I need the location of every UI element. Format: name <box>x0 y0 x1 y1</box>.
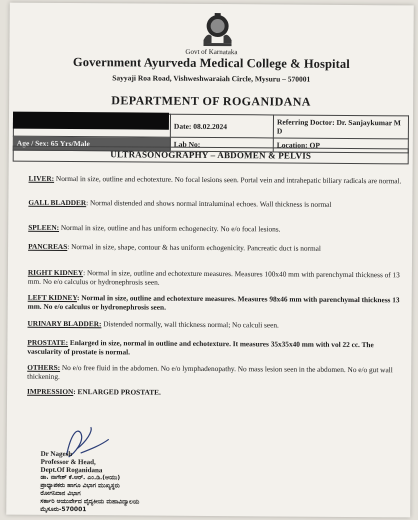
finding-others: OTHERS: No e/o free fluid in the abdomen. No e/o lymphadenopathy. No mass lesion seen in the abdomen. No e/o gut wall thickening. <box>27 362 393 381</box>
finding-urinary-bladder: URINARY BLADDER: Distended normally, wall thickness normal; No calculi seen. <box>27 318 279 330</box>
signature-block: Dr Nagesh Professor & Head, Dept.Of Roganidana ಡಾ. ನಾಗೇಶ್ ಕೆ.ಆರ್. ಎಂ.ಡಿ.(ಆಯು) ಪ್ರಾಧ್ಯಾಪಕರು ಹಾಗೂ ವಿಭಾಗ ಮುಖ್ಯಸ್ಥರು ರೋಗನಿದಾನ ವಿಭಾಗ ಸರ್ಕಾರಿ ಆಯುರ್ವೇದ ವೈದ್ಯಕೀಯ ಮಹಾವಿದ್ಯಾಲಯ ಮೈಸೂರು-570001 <box>40 449 140 514</box>
finding-gall-bladder: GALL BLADDER: Normal distended and shows normal intraluminal echoes. Wall thickness is normal <box>28 197 332 209</box>
college-address: Sayyaji Roa Road, Vishweshwaraiah Circle, Mysuru – 570001 <box>112 73 311 84</box>
report-title: ULTRASONOGRAPHY – ABDOMEN & PELVIS <box>13 146 409 165</box>
finding-left-kidney: LEFT KIDNEY: Normal in size, outline and echotexture measures. Measures 98x46 mm with parenchymal thickness 13 mm. No e/o calculus or hydronephrosis seen. <box>27 292 400 312</box>
redacted-patient-name <box>13 112 169 130</box>
age-sex-cell: Age / Sex: 65 Yrs/Male <box>13 136 170 151</box>
date-cell: Date: 08.02.2024 <box>170 114 273 138</box>
govt-label: Govt of Karnataka <box>185 47 238 57</box>
impression: IMPRESSION: ENLARGED PROSTATE. <box>27 386 161 397</box>
department-title: DEPARTMENT OF ROGANIDANA <box>111 93 311 109</box>
karnataka-emblem-icon <box>197 10 237 48</box>
signatory-name: Dr Nagesh <box>40 449 73 459</box>
finding-spleen: SPLEEN: Normal in size, outline and has uniform echogenecity. No e/o focal lesions. <box>28 222 281 234</box>
location-cell: Location: OP <box>273 138 408 153</box>
referring-doctor-cell: Referring Doctor: Dr. Sanjaykumar M D <box>273 115 408 139</box>
finding-right-kidney: RIGHT KIDNEY: Normal in size, outline and echotexture measures. Measures 100x40 mm with parenchymal thickness of 13 mm. No e/o calculus or hydronephrosis seen. <box>27 267 400 287</box>
finding-liver: LIVER: Normal in size, outline and echotexture. No focal lesions seen. Portal vein and intrahepatic biliary radicals are normal. <box>28 173 402 186</box>
finding-prostate: PROSTATE: Enlarged in size, normal in outline and echotexture. It measures 35x35x40 mm with vol 22 cc. The vascularity of prostate is normal. <box>27 337 374 357</box>
college-name: Government Ayurveda Medical College & Hospital <box>72 55 350 71</box>
report-page <box>6 3 414 518</box>
finding-pancreas: PANCREAS: Normal in size, shape, contour & has uniform echogenicity. Pancreatic duct is normal <box>28 241 321 253</box>
lab-no-cell: Lab No: <box>170 137 273 152</box>
